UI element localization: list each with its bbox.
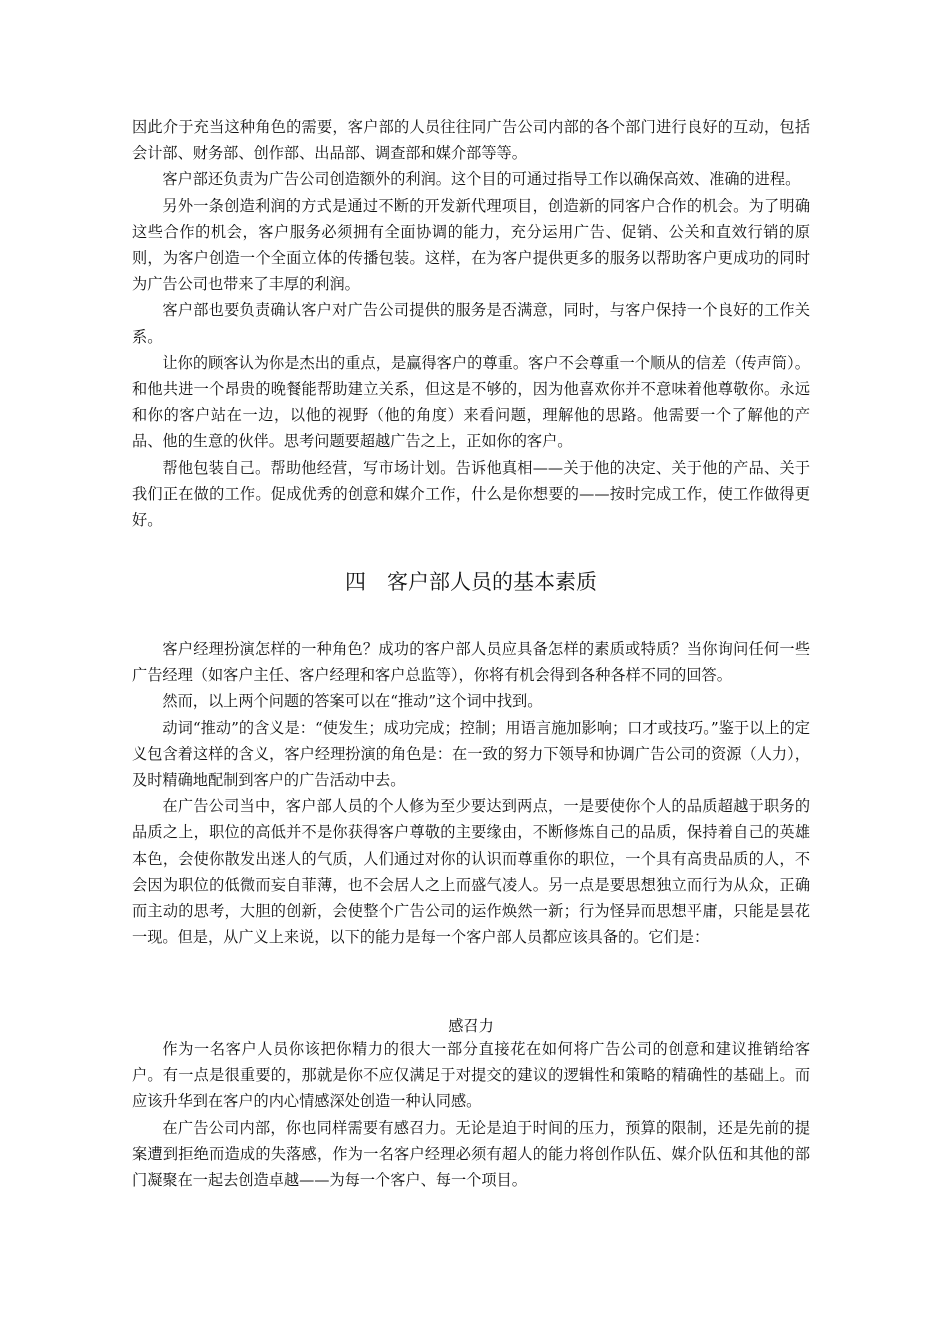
paragraph: 然而，以上两个问题的答案可以在“推动”这个词中找到。 — [162, 692, 543, 711]
section-text — [132, 636, 810, 950]
paragraph: 作为一名客户人员你该把你精力的很大一部分直接花在如何将广告公司的创意和建议推销给客户。有一点是很重要的，那就是你不应仅满足于对提交的建议的逻辑性和策略的精确性的基础上。而应该升华到在客户的内心情感深处创造一种认同感。 — [132, 1040, 810, 1111]
paragraph: 帮他包装自己。帮助他经营，写市场计划。告诉他真相——关于他的决定、关于他的产品、关于我们正在做的工作。促成优秀的创意和媒介工作，什么是你想要的——按时完成工作，使工作做得更好。 — [132, 458, 810, 530]
subsection-text — [132, 1036, 810, 1193]
subsection-title: 感召力 — [448, 1017, 494, 1035]
paragraph: 动词“推动”的含义是：“使发生；成功完成；控制；用语言施加影响；口才或技巧。”鉴于以上的定义包含着这样的含义，客户经理扮演的角色是：在一致的努力下领导和协调广告公司的资源（人力），及时精确地配制到客户的广告活动中去。 — [132, 718, 810, 790]
paragraph: 客户部还负责为广告公司创造额外的利润。这个目的可通过指导工作以确保高效、准确的进程。 — [162, 170, 801, 189]
paragraph: 客户经理扮演怎样的一种角色？成功的客户部人员应具备怎样的素质或特质？当你询问任何一些广告经理（如客户主任、客户经理和客户总监等），你将有机会得到各种各样不同的回答。 — [132, 640, 810, 685]
section-title: 四 客户部人员的基本素质 — [345, 570, 597, 594]
paragraph: 客户部也要负责确认客户对广告公司提供的服务是否满意，同时，与客户保持一个良好的工作关系。 — [132, 301, 810, 346]
intro-text — [132, 114, 810, 533]
paragraph: 因此介于充当这种角色的需要，客户部的人员往往同广告公司内部的各个部门进行良好的互动，包括会计部、财务部、创作部、出品部、调查部和媒介部等等。 — [132, 118, 810, 163]
paragraph: 另外一条创造利润的方式是通过不断的开发新代理项目，创造新的同客户合作的机会。为了明确这些合作的机会，客户服务必须拥有全面协调的能力，充分运用广告、促销、公关和直效行销的原则，为客户创造一个全面立体的传播包装。这样，在为客户提供更多的服务以帮助客户更成功的同时为广告公司也带来了丰厚的利润。 — [132, 196, 810, 294]
paragraph: 让你的顾客认为你是杰出的重点，是赢得客户的尊重。客户不会尊重一个顺从的信差（传声筒）。和他共进一个昂贵的晚餐能帮助建立关系，但这是不够的，因为他喜欢你并不意味着他尊敬你。永远和你的客户站在一边，以他的视野（他的角度）来看问题，理解他的思路。他需要一个了解他的产品、他的生意的伙伴。思考问题要超越广告之上，正如你的客户。 — [132, 353, 810, 451]
paragraph: 在广告公司当中，客户部人员的个人修为至少要达到两点，一是要使你个人的品质超越于职务的品质之上，职位的高低并不是你获得客户尊敬的主要缘由，不断修炼自己的品质，保持着自己的英雄本色，会使你散发出迷人的气质，人们通过对你的认识而尊重你的职位，一个具有高贵品质的人，不会因为职位的低微而妄自菲薄，也不会居人之上而盛气凌人。另一点是要思想独立而行为从众，正确而主动的思考，大胆的创新，会使整个广告公司的运作焕然一新；行为怪异而思想平庸，只能是昙花一现。但是，从广义上来说，以下的能力是每一个客户部人员都应该具备的。它们是： — [132, 797, 810, 947]
paragraph: 在广告公司内部，你也同样需要有感召力。无论是迫于时间的压力，预算的限制，还是先前的提案遭到拒绝而造成的失落感，作为一名客户经理必须有超人的能力将创作队伍、媒介队伍和其他的部门凝聚在一起去创造卓越——为每一个客户、每一个项目。 — [132, 1118, 810, 1190]
